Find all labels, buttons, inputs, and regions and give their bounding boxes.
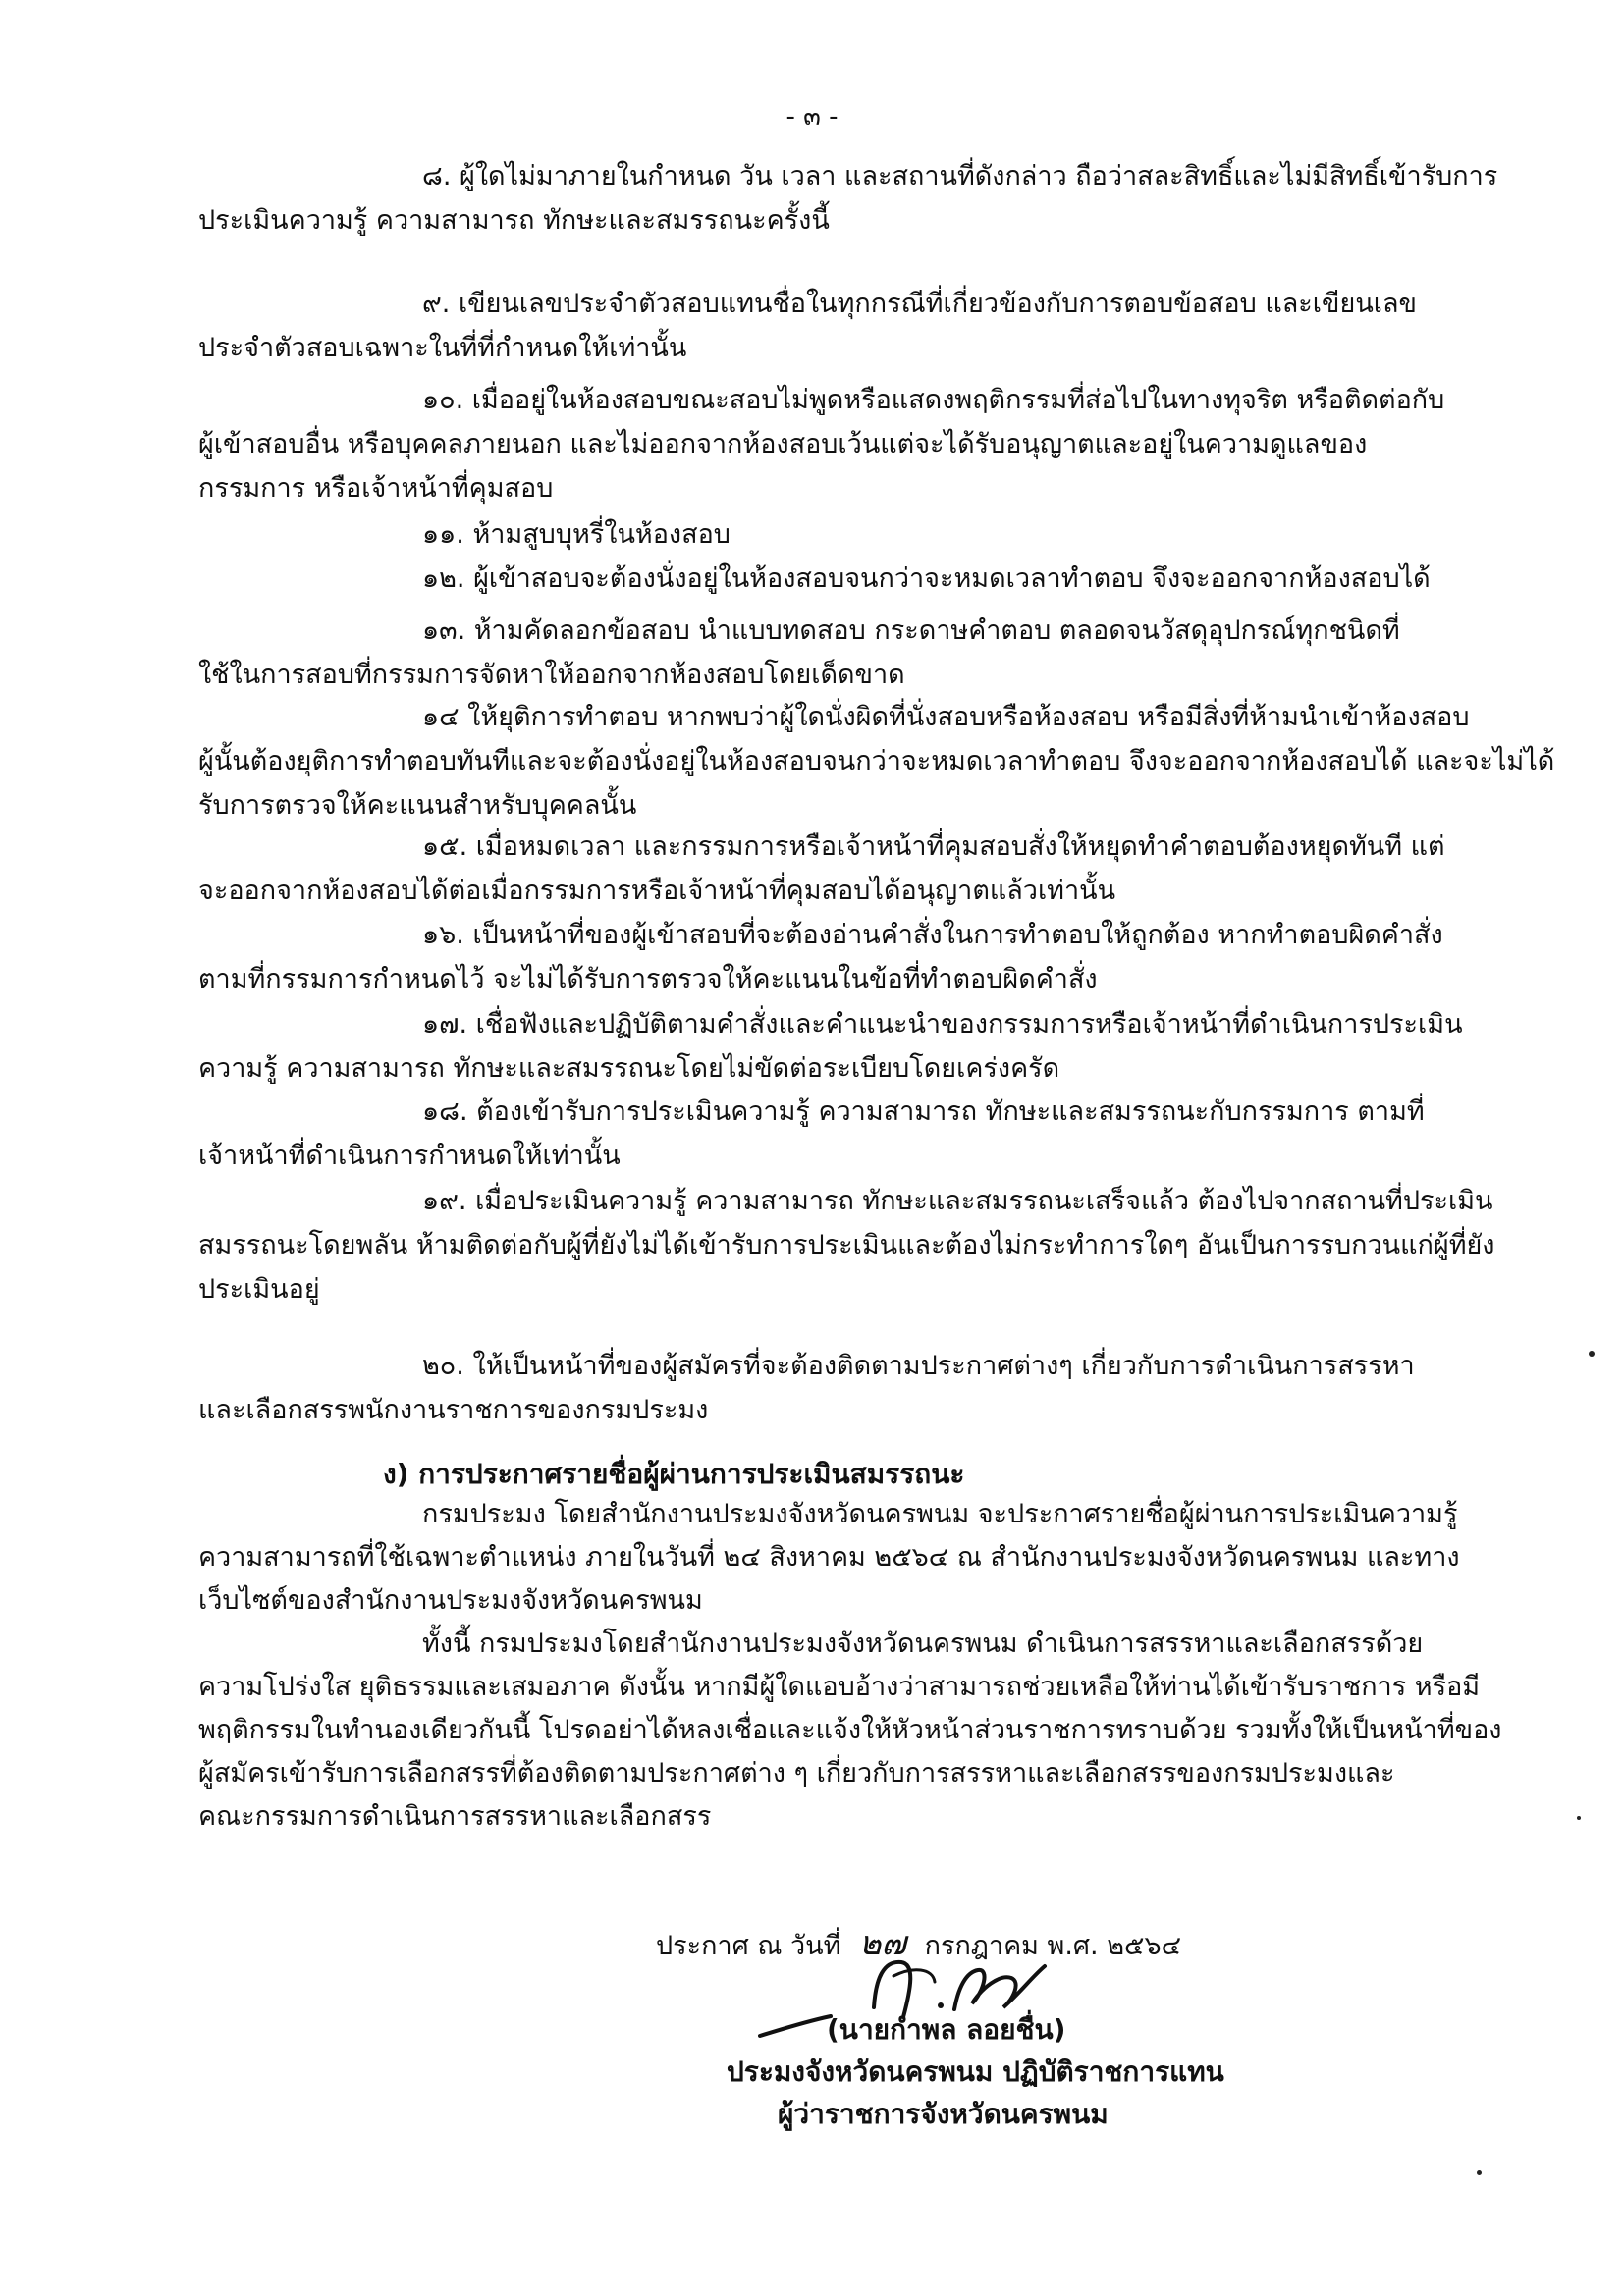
rule-item-continuation: ผู้เข้าสอบอื่น หรือบุคคลภายนอก และไม่ออกจากห้องสอบเว้นแต่จะได้รับอนุญาตและอยู่ในความดูแลของ: [198, 429, 1368, 459]
rule-item-continuation: สมรรถนะโดยพลัน ห้ามติดต่อกับผู้ที่ยังไม่ได้เข้ารับการประเมินและต้องไม่กระทำการใดๆ อันเป็นการรบกวนแก่ผู้ที่ยัง: [198, 1230, 1495, 1260]
date-day-handwritten: ๒๗: [859, 1924, 906, 1963]
rule-item-continuation: ผู้นั้นต้องยุติการทำตอบทันทีและจะต้องนั่งอยู่ในห้องสอบจนกว่าจะหมดเวลาทำตอบ จึงจะออกจากห้องสอบได้ และจะไม่ได้: [198, 746, 1555, 776]
rule-item: ๑๑. ห้ามสูบบุหรี่ในห้องสอบ: [422, 519, 731, 550]
rule-item: ๑๕. เมื่อหมดเวลา และกรรมการหรือเจ้าหน้าที่คุมสอบสั่งให้หยุดทำคำตอบต้องหยุดทันที แต่: [422, 831, 1445, 862]
signatory-title-2: ผู้ว่าราชการจังหวัดนครพนม: [778, 2098, 1109, 2130]
rule-item: ๑๖. เป็นหน้าที่ของผู้เข้าสอบที่จะต้องอ่านคำสั่งในการทำตอบให้ถูกต้อง หากทำตอบผิดคำสั่ง: [422, 920, 1443, 950]
rule-item-continuation: และเลือกสรรพนักงานราชการของกรมประมง: [198, 1395, 709, 1425]
rule-item-continuation: กรรมการ หรือเจ้าหน้าที่คุมสอบ: [198, 473, 554, 504]
closing-paragraph-continuation: ความโปร่งใส ยุติธรรมและเสมอภาค ดังนั้น หากมีผู้ใดแอบอ้างว่าสามารถช่วยเหลือให้ท่านได้เข้ารับราชการ หรือมี: [198, 1672, 1481, 1702]
announce-paragraph: กรมประมง โดยสำนักงานประมงจังหวัดนครพนม จะประกาศรายชื่อผู้ผ่านการประเมินความรู้: [422, 1499, 1458, 1529]
rule-item-continuation: ใช้ในการสอบที่กรรมการจัดหาให้ออกจากห้องสอบโดยเด็ดขาด: [198, 660, 905, 690]
rule-item-continuation: ความรู้ ความสามารถ ทักษะและสมรรถนะโดยไม่ขัดต่อระเบียบโดยเคร่งครัด: [198, 1053, 1060, 1084]
rule-item-continuation: รับการตรวจให้คะแนนสำหรับบุคคลนั้น: [198, 790, 637, 821]
date-month-year: กรกฎาคม พ.ศ. ๒๕๖๔: [924, 1931, 1182, 1961]
rule-item-continuation: เจ้าหน้าที่ดำเนินการกำหนดให้เท่านั้น: [198, 1141, 621, 1171]
closing-paragraph-continuation: คณะกรรมการดำเนินการสรรหาและเลือกสรร: [198, 1801, 712, 1832]
rule-item: ๑๙. เมื่อประเมินความรู้ ความสามารถ ทักษะและสมรรถนะเสร็จแล้ว ต้องไปจากสถานที่ประเมิน: [422, 1186, 1493, 1216]
rule-item: ๑๐. เมื่ออยู่ในห้องสอบขณะสอบไม่พูดหรือแสดงพฤติกรรมที่ส่อไปในทางทุจริต หรือติดต่อกับ: [422, 385, 1445, 415]
date-prefix: ประกาศ ณ วันที่: [656, 1931, 841, 1961]
rule-item: ๑๔ ให้ยุติการทำตอบ หากพบว่าผู้ใดนั่งผิดที่นั่งสอบหรือห้องสอบ หรือมีสิ่งที่ห้ามนำเข้าห้องสอบ: [422, 702, 1470, 732]
rule-item-continuation: จะออกจากห้องสอบได้ต่อเมื่อกรรมการหรือเจ้าหน้าที่คุมสอบได้อนุญาตแล้วเท่านั้น: [198, 876, 1116, 906]
page-number: - ๓ -: [785, 102, 839, 132]
section-heading: ง) การประกาศรายชื่อผู้ผ่านการประเมินสมรรถนะ: [383, 1458, 965, 1490]
rule-item-continuation: ตามที่กรรมการกำหนดไว้ จะไม่ได้รับการตรวจให้คะแนนในข้อที่ทำตอบผิดคำสั่ง: [198, 964, 1098, 994]
scan-dot: [1577, 1816, 1581, 1820]
rule-item-continuation: ประเมินความรู้ ความสามารถ ทักษะและสมรรถนะครั้งนี้: [198, 205, 830, 236]
signature-stroke-mark: [756, 2012, 835, 2042]
rule-item: ๑๒. ผู้เข้าสอบจะต้องนั่งอยู่ในห้องสอบจนกว่าจะหมดเวลาทำตอบ จึงจะออกจากห้องสอบได้: [422, 563, 1431, 594]
rule-item-continuation: ประเมินอยู่: [198, 1274, 320, 1305]
scan-dot: [1477, 2170, 1482, 2175]
closing-paragraph-continuation: พฤติกรรมในทำนองเดียวกันนี้ โปรดอย่าได้หลงเชื่อและแจ้งให้หัวหน้าส่วนราชการทราบด้วย รวมทั้งให้เป็นหน้าที่ของ: [198, 1715, 1502, 1745]
closing-paragraph: ทั้งนี้ กรมประมงโดยสำนักงานประมงจังหวัดนครพนม ดำเนินการสรรหาและเลือกสรรด้วย: [422, 1629, 1424, 1659]
rule-item: ๙. เขียนเลขประจำตัวสอบแทนชื่อในทุกกรณีที่เกี่ยวข้องกับการตอบข้อสอบ และเขียนเลข: [422, 289, 1418, 319]
announce-paragraph-continuation: ความสามารถที่ใช้เฉพาะตำแหน่ง ภายในวันที่ ๒๔ สิงหาคม ๒๕๖๔ ณ สำนักงานประมงจังหวัดนครพนม และทาง: [198, 1542, 1460, 1573]
signatory-title: ประมงจังหวัดนครพนม ปฏิบัติราชการแทน: [727, 2056, 1224, 2088]
closing-paragraph-continuation: ผู้สมัครเข้ารับการเลือกสรรที่ต้องติดตามประกาศต่าง ๆ เกี่ยวกับการสรรหาและเลือกสรรของกรมประมงและ: [198, 1758, 1395, 1789]
rule-item: ๑๗. เชื่อฟังและปฏิบัติตามคำสั่งและคำแนะนำของกรรมการหรือเจ้าหน้าที่ดำเนินการประเมิน: [422, 1009, 1463, 1040]
signatory-name: (นายกำพล ลอยชื่น): [827, 2013, 1066, 2046]
scan-dot: [1589, 1351, 1595, 1357]
rule-item: ๘. ผู้ใดไม่มาภายในกำหนด วัน เวลา และสถานที่ดังกล่าว ถือว่าสละสิทธิ์และไม่มีสิทธิ์เข้ารับการ: [422, 161, 1498, 191]
rule-item: ๑๘. ต้องเข้ารับการประเมินความรู้ ความสามารถ ทักษะและสมรรถนะกับกรรมการ ตามที่: [422, 1096, 1425, 1127]
rule-item-continuation: ประจำตัวสอบเฉพาะในที่ที่กำหนดให้เท่านั้น: [198, 333, 687, 363]
announce-paragraph-continuation: เว็บไซต์ของสำนักงานประมงจังหวัดนครพนม: [198, 1585, 703, 1616]
rule-item: ๒๐. ให้เป็นหน้าที่ของผู้สมัครที่จะต้องติดตามประกาศต่างๆ เกี่ยวกับการดำเนินการสรรหา: [422, 1351, 1415, 1381]
rule-item: ๑๓. ห้ามคัดลอกข้อสอบ นำแบบทดสอบ กระดาษคำตอบ ตลอดจนวัสดุอุปกรณ์ทุกชนิดที่: [422, 615, 1400, 646]
